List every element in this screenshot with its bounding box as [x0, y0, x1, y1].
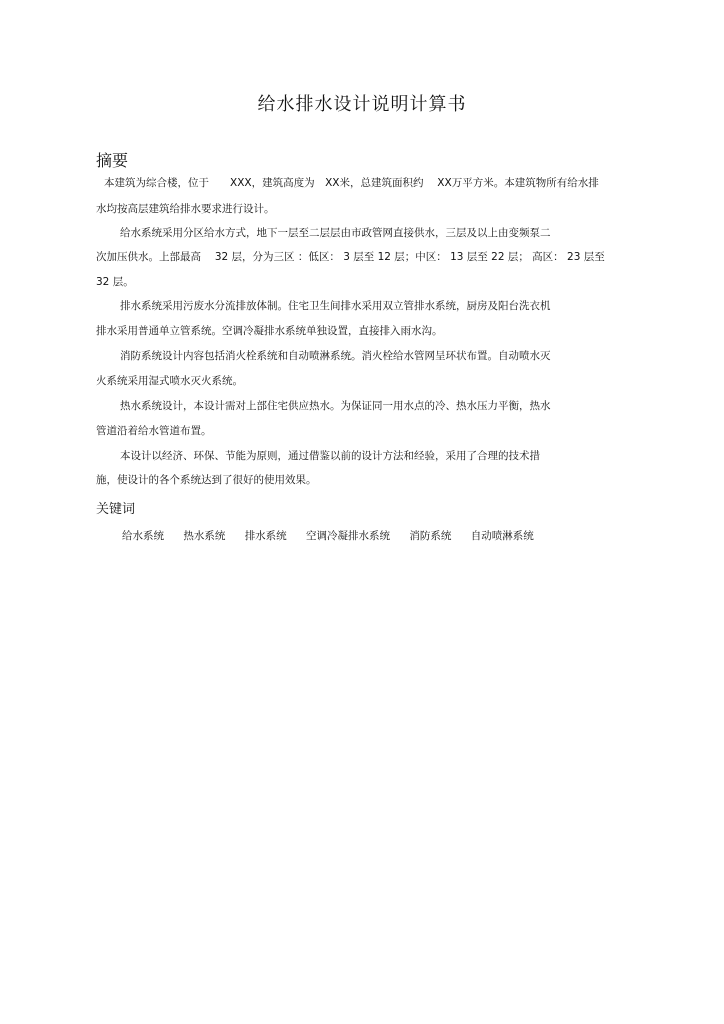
paragraph-line: 本建筑为综合楼，位于 XXX，建筑高度为 XX米，总建筑面积约 XX万平方米。本建筑物所有给水排 — [104, 177, 599, 189]
paragraph-line: 排水采用普通单立管系统。空调冷凝排水系统单独设置，直接排入雨水沟。 — [96, 325, 443, 337]
paragraph-line: 给水系统采用分区给水方式，地下一层至二层层由市政管网直接供水，三层及以上由变频泵二 — [120, 227, 551, 239]
keyword: 给水系统 — [122, 530, 164, 542]
paragraph-line: 32 层。 — [96, 276, 134, 288]
keywords-heading: 关键词 — [96, 502, 136, 517]
keyword: 自动喷淋系统 — [470, 530, 534, 542]
keyword: 空调冷凝排水系统 — [306, 530, 391, 542]
abstract-heading: 摘要 — [96, 151, 129, 170]
paragraph-line: 次加压供水。上部最高 32 层，分为三区 ：低区： 3 层至 12 层；中区： 13 层至 22 层； 高区： 23 层至 — [96, 251, 605, 263]
paragraph-line: 本设计以经济、环保、节能为原则，通过借鉴以前的设计方法和经验，采用了合理的技术措 — [120, 450, 540, 462]
paragraph-line: 管道沿着给水管道布置。 — [96, 425, 212, 437]
paragraph-line: 排水系统采用污废水分流排放体制。住宅卫生间排水采用双立管排水系统，厨房及阳台洗衣机 — [120, 300, 551, 312]
paragraph-line: 热水系统设计，本设计需对上部住宅供应热水。为保证同一用水点的冷、热水压力平衡，热水 — [120, 400, 551, 412]
paragraph-line: 施，使设计的各个系统达到了很好的使用效果。 — [96, 474, 317, 486]
document-title: 给水排水设计说明计算书 — [257, 94, 467, 115]
paragraph-line: 火系统采用湿式喷水灭火系统。 — [96, 375, 243, 387]
keyword: 热水系统 — [183, 530, 226, 542]
paragraph-line: 水均按高层建筑给排水要求进行设计。 — [96, 203, 275, 215]
keyword: 消防系统 — [409, 530, 452, 542]
paragraph-line: 消防系统设计内容包括消火栓系统和自动喷淋系统。消火栓给水管网呈环状布置。自动喷水灭 — [120, 350, 551, 362]
keywords-list — [122, 528, 550, 543]
keyword: 排水系统 — [244, 530, 287, 542]
